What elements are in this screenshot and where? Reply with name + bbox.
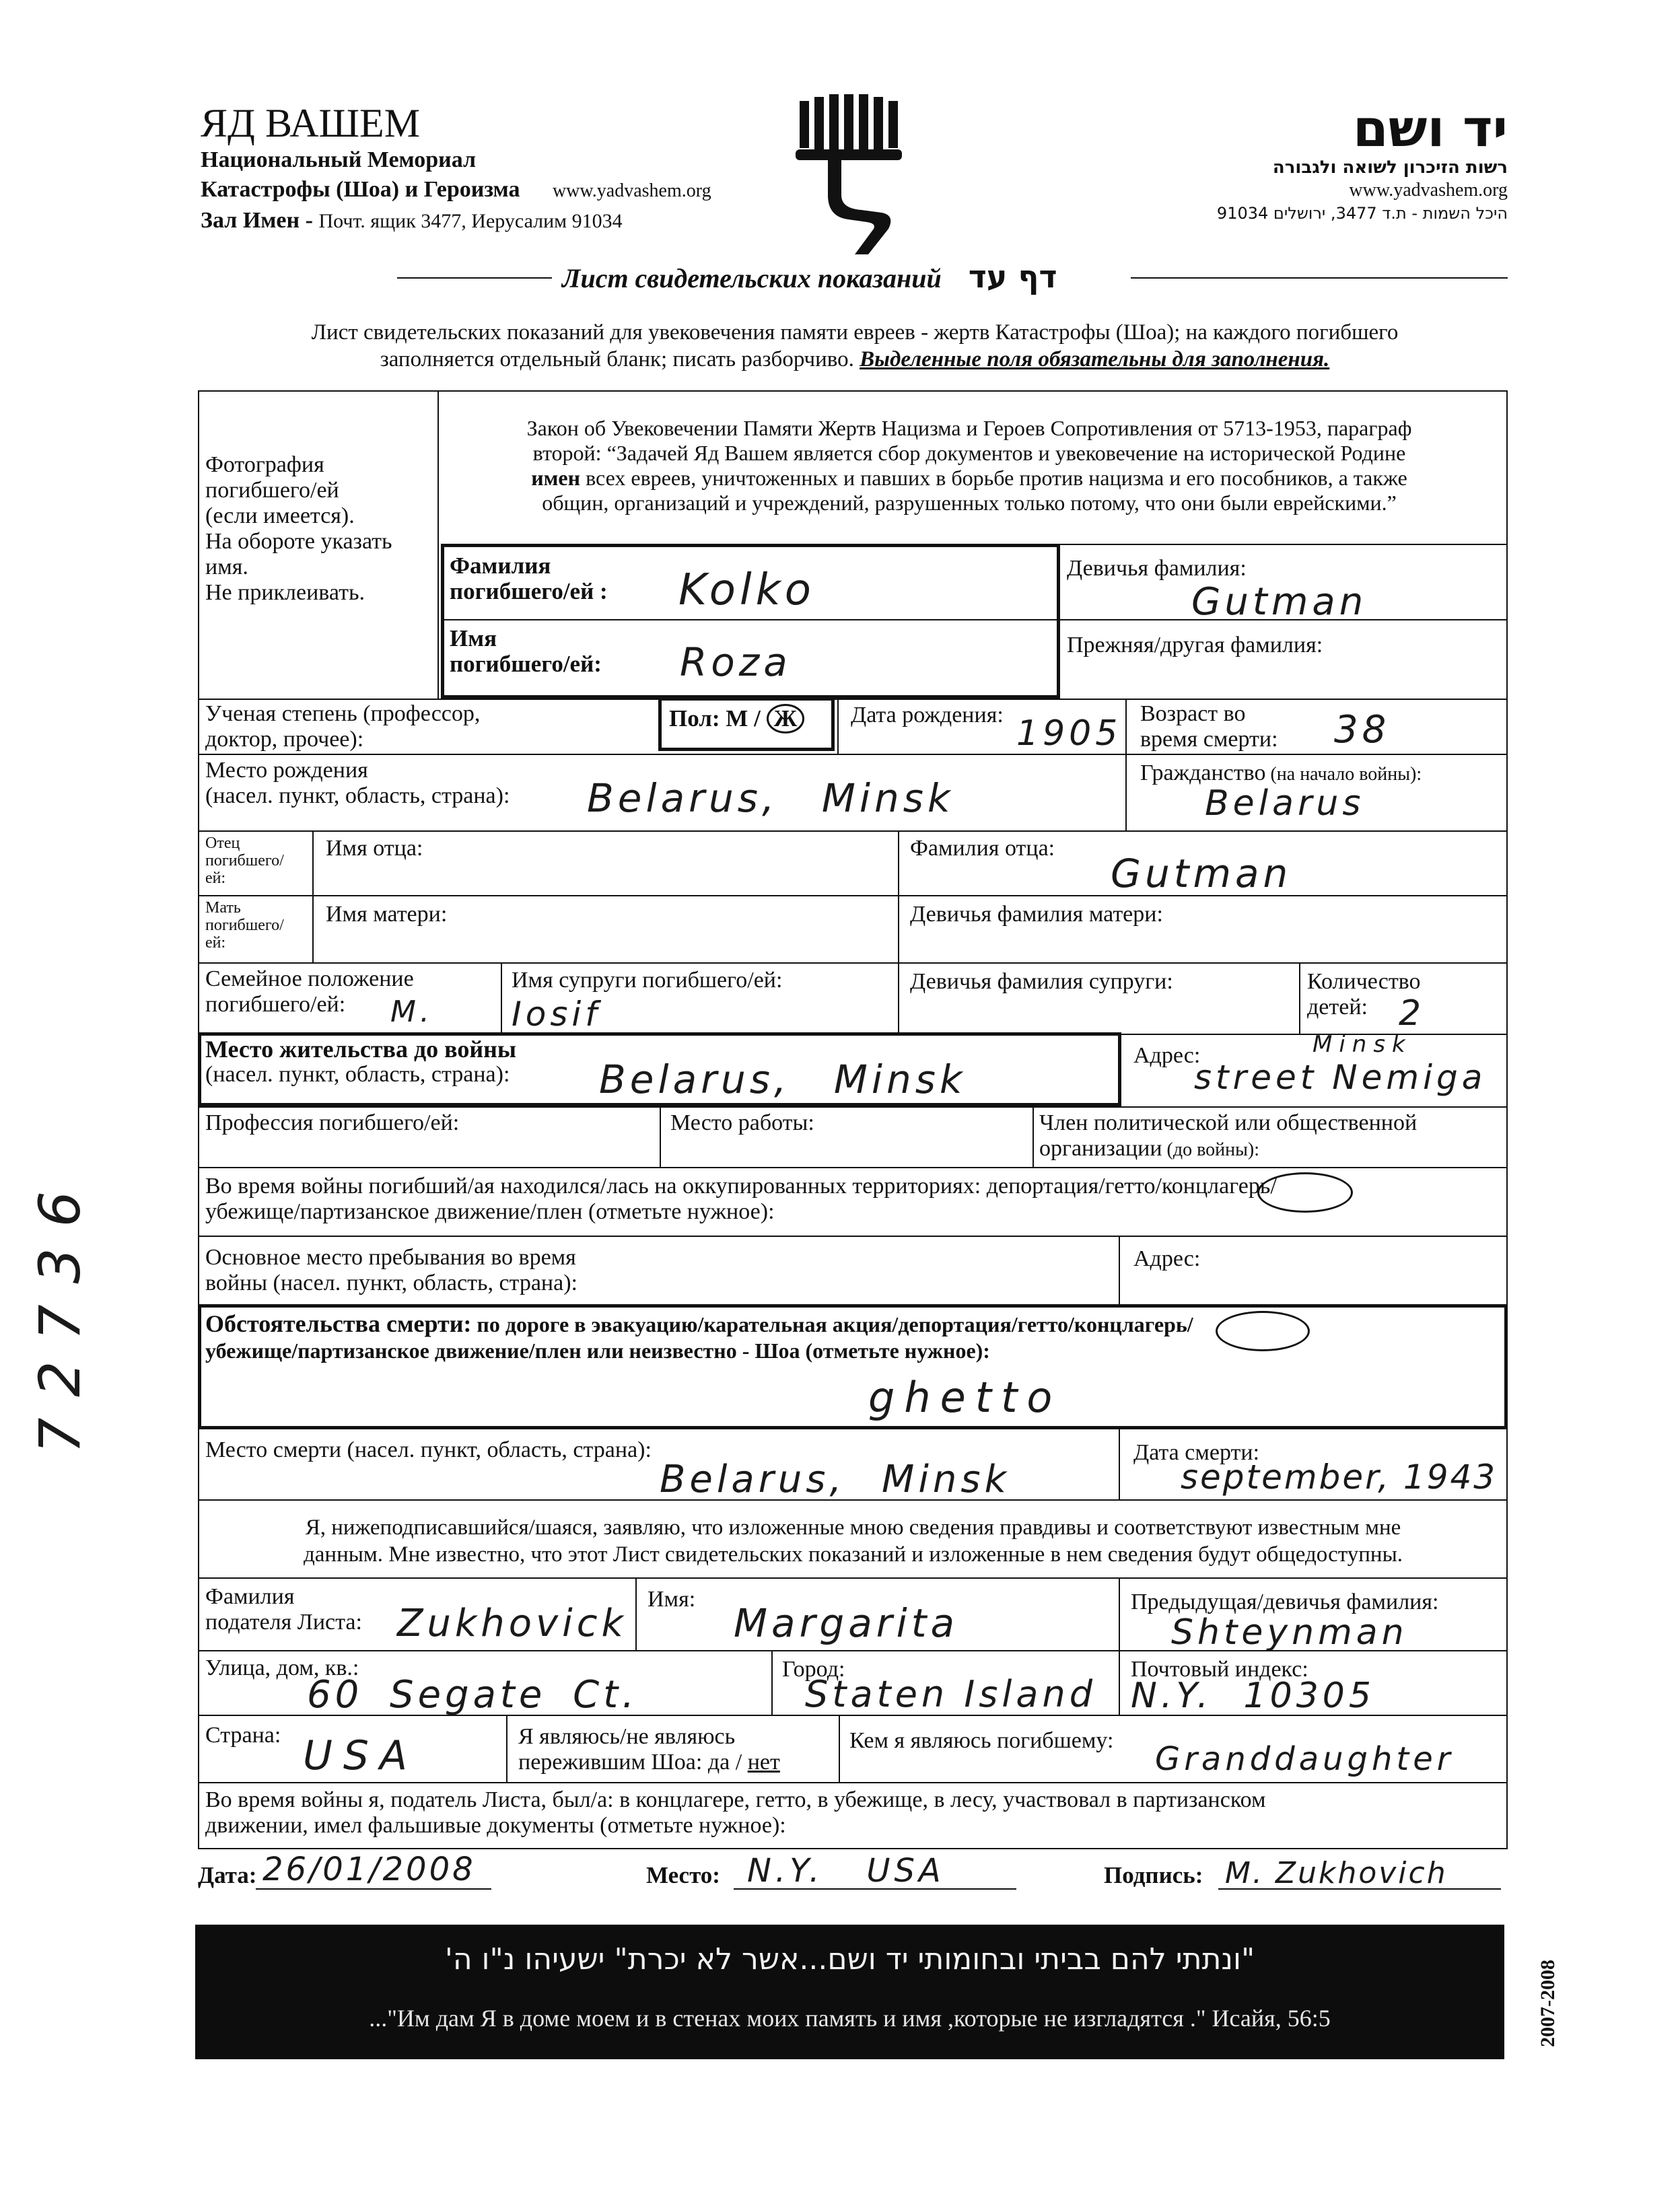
father-side1: Отец — [205, 834, 240, 852]
father-side-label — [205, 834, 284, 887]
row-warplace-top — [198, 1236, 1508, 1237]
declaration-line2: данным. Мне известно, что этот Лист свидетельских показаний и изложенные в нем сведения будут общедоступны. — [303, 1542, 1403, 1567]
header-he-line3: היכל השמות - ת.ד 3477, ירושלים 91034 — [1216, 204, 1508, 223]
residence-label2: (насел. пункт, область, страна): — [205, 1062, 510, 1087]
submitter-war-label — [205, 1787, 1266, 1839]
member-label2-small: (до войны): — [1162, 1139, 1260, 1160]
surname-label1: Фамилия — [450, 552, 551, 579]
submitter-surname-value[interactable]: Zukhovick — [397, 1602, 627, 1645]
row-declaration-top — [198, 1499, 1508, 1501]
surname-label — [450, 553, 608, 604]
footer-signature[interactable]: M. Zukhovich — [1225, 1856, 1448, 1890]
survivor-label2-row — [518, 1750, 780, 1775]
relation-label: Кем я являюсь погибшему: — [849, 1728, 1114, 1753]
header-ru-line2: Катастрофы (Шоа) и Героизма — [201, 177, 520, 202]
marital-label — [205, 966, 414, 1018]
death-ghetto-circle[interactable] — [1216, 1311, 1310, 1351]
father-surname-value[interactable]: Gutman — [1111, 851, 1292, 896]
relation-value[interactable]: Granddaughter — [1155, 1740, 1455, 1778]
workplace-label: Место работы: — [670, 1110, 814, 1135]
submitter-prev-value[interactable]: Shteynman — [1171, 1612, 1408, 1653]
dob-value[interactable]: 1905 — [1016, 713, 1122, 754]
law-line1: Закон об Увековечении Памяти Жертв Нацизма и Героев Сопротивления от 5713-1953, параграф — [526, 416, 1412, 440]
name-value[interactable]: Roza — [680, 639, 792, 685]
residence-label — [205, 1036, 516, 1087]
header-ru-block — [201, 101, 793, 236]
row-address-top — [198, 1650, 1508, 1651]
submitter-prev-label: Предыдущая/девичья фамилия: — [1131, 1590, 1439, 1614]
war-place-label — [205, 1245, 578, 1296]
age-value[interactable]: 38 — [1334, 708, 1391, 752]
zip-left — [1119, 1650, 1120, 1715]
mother-name-label: Имя матери: — [326, 902, 448, 927]
row-war-top — [198, 1167, 1508, 1168]
photo-instructions — [205, 452, 434, 606]
children-left — [1299, 962, 1300, 1034]
submitter-name-left — [635, 1577, 637, 1650]
title-rule-left — [397, 277, 552, 279]
row-submitter-top — [198, 1577, 1508, 1579]
war-label2: убежище/партизанское движение/плен (отметьте нужное): — [205, 1199, 775, 1224]
other-surname-label: Прежняя/другая фамилия: — [1067, 633, 1323, 657]
photo-line3: (если имеется). — [205, 503, 355, 528]
footer-place-label: Место: — [646, 1862, 720, 1888]
row-mother-top — [198, 895, 1508, 896]
declaration-line1: Я, нижеподписавшийся/шаяся, заявляю, что изложенные мною сведения правдивы и соответствуют известным мне — [305, 1515, 1401, 1540]
name-label2: погибшего/ей: — [450, 651, 602, 677]
age-label — [1140, 701, 1278, 752]
title-rule-right — [1131, 277, 1508, 279]
degree-label — [205, 701, 480, 752]
side-year: 2007-2008 — [1537, 1960, 1559, 2047]
country-value[interactable]: USA — [303, 1732, 419, 1779]
submitter-name-label: Имя: — [648, 1587, 696, 1612]
war-label1: Во время войны погибший/ая находился/лась на оккупированных территориях: депортация/гетто/концлагерь/ — [205, 1174, 1277, 1199]
age-left — [1125, 699, 1127, 754]
intro-bold: Выделенные поля обязательны для заполнения. — [860, 347, 1330, 371]
death-date-value[interactable]: september, 1943 — [1181, 1458, 1498, 1497]
residence-label1: Место жительства до войны — [205, 1036, 516, 1063]
war-place-label2: войны (насел. пункт, область, страна): — [205, 1271, 578, 1295]
law-line2: второй: “Задачей Яд Вашем является сбор документов и увековечение на исторической Родине — [532, 441, 1406, 465]
intro-line2: заполняется отдельный бланк; писать разборчиво. — [380, 347, 854, 371]
submitter-name-value[interactable]: Margarita — [734, 1600, 959, 1646]
header-ru-url: www.yadvashem.org — [552, 180, 711, 201]
survivor-label — [518, 1724, 780, 1775]
member-left — [1032, 1106, 1034, 1167]
yad-vashem-logo — [788, 94, 909, 256]
row-family-top — [198, 962, 1508, 964]
father-side2: погибшего/ — [205, 852, 284, 869]
birthplace-label1: Место рождения — [205, 758, 368, 783]
form-title-he: דף עד — [968, 258, 1057, 295]
dob-left — [837, 699, 839, 754]
header-ru-line1: Национальный Мемориал — [201, 147, 477, 172]
submitter-surname-label2: подателя Листа: — [205, 1610, 362, 1635]
city-value[interactable]: Staten Island — [805, 1673, 1096, 1715]
submitter-surname-label — [205, 1584, 362, 1635]
member-label2-row — [1039, 1136, 1417, 1163]
photo-line2: погибшего/ей — [205, 478, 339, 503]
survivor-label2: пережившим Шоа: да / — [518, 1750, 742, 1775]
banner-ru: ..."Им дам Я в доме моем и в стенах моих память и имя ,которые не изгладятся ." Исайя, 56:5 — [369, 2005, 1331, 2032]
handwritten-id: 7 2 7 3 6 — [27, 1189, 93, 1454]
war-ghetto-circle[interactable] — [1257, 1172, 1353, 1213]
footer-place-line — [734, 1888, 1016, 1890]
age-label1: Возраст во — [1140, 701, 1246, 726]
header-he-url: www.yadvashem.org — [1349, 180, 1508, 201]
photo-line5: имя. — [205, 555, 248, 579]
war-place-label1: Основное место пребывания во время — [205, 1245, 576, 1270]
header-he-line1: רשות הזיכרון לשואה ולגבורה — [1272, 157, 1508, 178]
submitter-surname-label1: Фамилия — [205, 1584, 295, 1609]
death-circ-value[interactable]: ghetto — [868, 1373, 1062, 1422]
form-title-ru: Лист свидетельских показаний — [562, 263, 942, 293]
quote-banner — [195, 1925, 1504, 2059]
residence-address-line2[interactable]: street Nemiga — [1194, 1058, 1487, 1097]
mother-side3: ей: — [205, 934, 226, 952]
mother-maiden-label: Девичья фамилия матери: — [910, 902, 1163, 927]
survivor-value[interactable]: нет — [747, 1750, 780, 1775]
zip-value[interactable]: N.Y. 10305 — [1131, 1676, 1375, 1716]
spouse-left — [501, 962, 502, 1034]
birthplace-label2: (насел. пункт, область, страна): — [205, 783, 510, 808]
surname-label2: погибшего/ей : — [450, 578, 608, 604]
row-subwar-top — [198, 1782, 1508, 1783]
citizenship-value[interactable]: Belarus — [1205, 783, 1365, 824]
children-value[interactable]: 2 — [1399, 993, 1426, 1034]
law-text — [441, 416, 1498, 515]
intro-line1: Лист свидетельских показаний для увековечения памяти евреев - жертв Катастрофы (Шоа); на каждого погибшего — [311, 320, 1399, 345]
member-label2: организации — [1039, 1136, 1162, 1161]
mother-side2: погибшего/ — [205, 917, 284, 934]
maiden-label: Девичья фамилия: — [1067, 556, 1247, 581]
city-label: Город: — [782, 1657, 845, 1682]
law-line3-bold: имен — [531, 466, 581, 490]
header-ru-line3-row — [201, 206, 793, 236]
row-father-top — [198, 830, 1508, 832]
father-side3: ей: — [205, 869, 226, 887]
spouse-maiden-label: Девичья фамилия супруги: — [910, 969, 1173, 994]
form-title-row — [562, 258, 1141, 295]
photo-line4: На обороте указать — [205, 529, 392, 554]
marital-label1: Семейное положение — [205, 966, 414, 991]
workplace-left — [660, 1106, 661, 1167]
dob-label: Дата рождения: — [851, 703, 1004, 727]
city-left — [771, 1650, 773, 1715]
death-place-label: Место смерти (насел. пункт, область, страна): — [205, 1437, 652, 1462]
law-line3-rest: всех евреев, уничтоженных и павших в борьбе против нацизма и его пособников, а также — [580, 466, 1407, 490]
footer-date-line — [256, 1888, 491, 1890]
footer-sign-label: Подпись: — [1104, 1862, 1203, 1888]
father-surname-label: Фамилия отца: — [910, 836, 1055, 861]
war-label — [205, 1174, 1277, 1225]
residence-address-label: Адрес: — [1133, 1043, 1201, 1068]
row-profession-top — [198, 1106, 1508, 1108]
row-degree-top — [198, 699, 1508, 700]
death-date-left — [1119, 1429, 1120, 1499]
survivor-label1: Я являюсь/не являюсь — [518, 1724, 736, 1749]
maiden-value[interactable]: Gutman — [1191, 580, 1368, 624]
name-label1: Имя — [450, 625, 497, 651]
law-bottom-rule — [1060, 544, 1508, 545]
intro-line2-row — [195, 346, 1514, 373]
death-circ-label-bold: Обстоятельства смерти: — [205, 1310, 472, 1337]
banner-he: "ונתתי להם בביתי ובחומותי יד ושם...אשר לא יכרת" ישעיהו נ"ו ה' — [444, 1942, 1255, 1976]
header-ru-line3-bold: Зал Имен - — [201, 208, 319, 233]
marital-label2: погибшего/ей: — [205, 992, 346, 1017]
menorah-stem — [828, 160, 890, 254]
submitter-war-label1: Во время войны я, податель Листа, был/а: в концлагере, гетто, в убежище, в лесу, участвовал в партизанском — [205, 1787, 1266, 1812]
footer-place-value[interactable]: N.Y. USA — [747, 1852, 945, 1890]
death-circ-row1 — [205, 1311, 1193, 1338]
marital-value[interactable]: M. — [390, 995, 433, 1029]
name-label — [450, 626, 602, 677]
law-line4: общин, организаций и учреждений, разрушенных только потому, что они были еврейскими.” — [542, 491, 1397, 515]
intro-text — [195, 319, 1514, 373]
death-circ-label1-rest: по дороге в эвакуацию/карательная акция/депортация/гетто/концлагерь/ — [471, 1312, 1193, 1336]
street-value[interactable]: 60 Segate Ct. — [307, 1673, 638, 1717]
country-label: Страна: — [205, 1723, 281, 1748]
death-circ-label — [205, 1311, 1193, 1363]
member-label — [1039, 1110, 1417, 1163]
relation-left — [839, 1715, 840, 1782]
citizenship-label-small: (на начало войны): — [1265, 764, 1422, 785]
sex-value-circled[interactable]: Ж — [767, 704, 805, 734]
residence-value[interactable]: Belarus, Minsk — [599, 1057, 967, 1102]
photo-line1: Фотография — [205, 452, 324, 477]
footer-sign-line — [1218, 1888, 1501, 1890]
citizenship-label: Гражданство — [1140, 760, 1266, 785]
sex-label: Пол: М / — [669, 705, 761, 732]
death-circ-label2: убежище/партизанское движение/плен или неизвестно - Шоа (отметьте нужное): — [205, 1339, 990, 1363]
profession-label: Профессия погибшего/ей: — [205, 1110, 460, 1135]
war-address-label: Адрес: — [1133, 1246, 1201, 1271]
father-mid-divider — [898, 830, 899, 962]
degree-label1: Ученая степень (профессор, — [205, 701, 481, 726]
header-ru-title: ЯД ВАШЕМ — [201, 101, 421, 145]
children-label1: Количество — [1307, 969, 1421, 994]
war-address-left — [1119, 1236, 1120, 1306]
sex-label-row — [669, 704, 804, 734]
age-label2: время смерти: — [1140, 727, 1278, 752]
degree-label2: доктор, прочее): — [205, 727, 364, 752]
surname-value[interactable]: Kolko — [678, 565, 815, 615]
header-ru-line3-rest: Почт. ящик 3477, Иерусалим 91034 — [318, 210, 623, 232]
survivor-left — [506, 1715, 508, 1782]
spouse-value[interactable]: Iosif — [512, 995, 601, 1034]
birthplace-label — [205, 758, 510, 809]
birthplace-value[interactable]: Belarus, Minsk — [587, 775, 954, 821]
header-ru-line2-row — [201, 175, 793, 206]
mother-side1: Мать — [205, 899, 241, 917]
spouse-maiden-left — [898, 962, 899, 1034]
menorah-candles — [796, 94, 902, 160]
father-name-label: Имя отца: — [326, 836, 423, 861]
citizenship-left — [1125, 754, 1127, 830]
father-side-divider — [312, 830, 314, 962]
member-label1: Член политической или общественной — [1039, 1110, 1418, 1135]
submitter-prev-left — [1119, 1577, 1120, 1650]
death-place-value[interactable]: Belarus, Minsk — [660, 1458, 1011, 1501]
row-birth-top — [198, 754, 1508, 755]
declaration-text — [205, 1514, 1501, 1568]
zip-label: Почтовый индекс: — [1131, 1657, 1308, 1682]
submitter-war-label2: движении, имел фальшивые документы (отметьте нужное): — [205, 1813, 786, 1838]
header-he-block — [1144, 98, 1508, 225]
law-line3-row — [441, 466, 1498, 491]
children-label2: детей: — [1307, 995, 1368, 1020]
footer-date-label: Дата: — [198, 1862, 257, 1888]
photo-line6: Не приклеивать. — [205, 580, 365, 605]
mother-side-label — [205, 899, 284, 952]
death-date-label: Дата смерти: — [1133, 1440, 1260, 1465]
street-label: Улица, дом, кв.: — [205, 1655, 359, 1680]
photo-divider — [438, 390, 439, 700]
header-he-title: יד ושם — [1352, 98, 1508, 158]
footer-date-value[interactable]: 26/01/2008 — [262, 1851, 476, 1888]
spouse-label: Имя супруги погибшего/ей: — [512, 968, 783, 993]
row-country-top — [198, 1715, 1508, 1716]
residence-address-line1[interactable]: Minsk — [1312, 1031, 1412, 1058]
